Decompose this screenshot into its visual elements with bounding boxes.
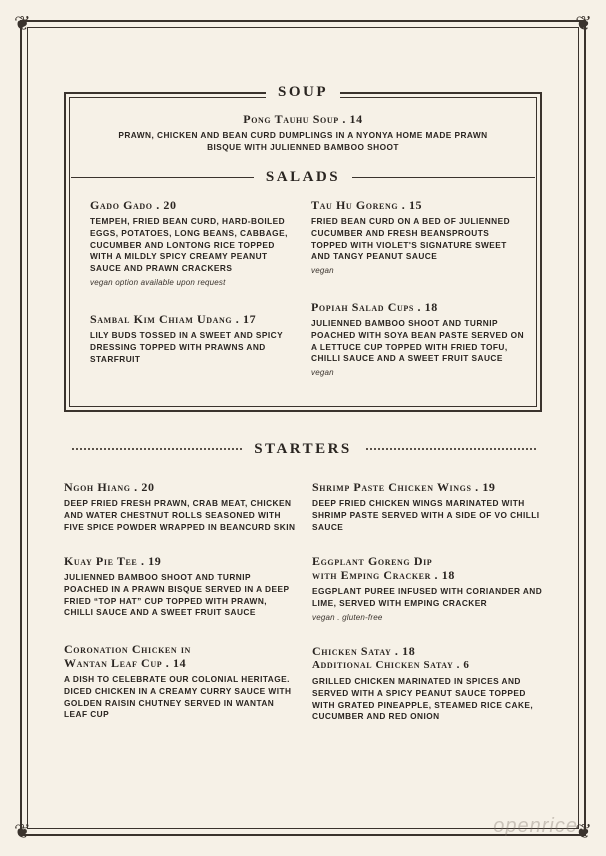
- item-name: Pong Tauhu Soup . 14: [243, 112, 363, 126]
- menu-item: [100, 112, 506, 154]
- item-desc: TEMPEH, FRIED BEAN CURD, HARD-BOILED EGGS, POTATOES, LONG BEANS, CABBAGE, CUCUMBER AND LONTONG RICE TOPPED WITH A MILDLY SPICY CREAMY PEANUT SAUCE AND PRAWN CRACKERS: [90, 216, 288, 274]
- item-name-line2: Wantan Leaf Cup . 14: [64, 656, 187, 670]
- corner-ornament-icon: ❦: [14, 821, 31, 843]
- item-name: Ngoh Hiang . 20: [64, 480, 155, 494]
- menu-item: [311, 300, 529, 377]
- item-desc: JULIENNED BAMBOO SHOOT AND TURNIP POACHED WITH SOYA BEAN PASTE SERVED ON A LETTUCE CUP TOPPED WITH FRIED TOFU, CHILLI SAUCE AND A SWEET FRUIT SAUCE: [311, 318, 525, 364]
- corner-ornament-icon: ❦: [575, 13, 592, 35]
- item-desc: DEEP FRIED CHICKEN WINGS MARINATED WITH SHRIMP PASTE SERVED WITH A SIDE OF VO CHILLI SAUCE: [312, 498, 540, 532]
- item-desc: A DISH TO CELEBRATE OUR COLONIAL HERITAGE. DICED CHICKEN IN A CREAMY CURRY SAUCE WITH GOLDEN RAISIN CHUTNEY SERVED IN WANTAN LEAF CUP: [64, 674, 292, 720]
- section-title-starters: [0, 441, 606, 458]
- item-note: vegan: [311, 368, 334, 378]
- starters-title: STARTERS: [254, 441, 352, 457]
- item-desc: PRAWN, CHICKEN AND BEAN CURD DUMPLINGS IN A NYONYA HOME MADE PRAWN BISQUE WITH JULIENNED BAMBOO SHOOT: [118, 130, 488, 152]
- item-name: Tau Hu Goreng . 15: [311, 198, 423, 212]
- item-desc: DEEP FRIED FRESH PRAWN, CRAB MEAT, CHICKEN AND WATER CHESTNUT ROLLS SEASONED WITH FIVE SPICE POWDER WRAPPED IN BEANCURD SKIN: [64, 498, 296, 532]
- section-title-salads: [0, 169, 606, 186]
- item-name: Eggplant Goreng Dip: [312, 554, 433, 568]
- menu-item: [312, 554, 544, 622]
- corner-ornament-icon: ❦: [575, 821, 592, 843]
- item-desc: EGGPLANT PUREE INFUSED WITH CORIANDER AND LIME, SERVED WITH EMPING CRACKER: [312, 586, 543, 608]
- item-name-line2: with Emping Cracker . 18: [312, 568, 455, 582]
- soup-title: SOUP: [266, 84, 340, 100]
- corner-ornament-icon: ❦: [14, 13, 31, 35]
- item-note: vegan: [311, 266, 334, 276]
- menu-item: [312, 644, 544, 723]
- watermark-logo: openrice: [493, 815, 578, 837]
- item-desc: GRILLED CHICKEN MARINATED IN SPICES AND SERVED WITH A SPICY PEANUT SAUCE TOPPED WITH GRATED PINEAPPLE, STEAMED RICE CAKE, CUCUMBER AND RED ONION: [312, 676, 534, 722]
- menu-item: [64, 642, 300, 721]
- menu-item: [64, 480, 296, 533]
- item-note: vegan . gluten-free: [312, 612, 383, 622]
- menu-item: [90, 312, 302, 365]
- menu-item: [312, 480, 544, 533]
- item-name-line2: Additional Chicken Satay . 6: [312, 659, 470, 671]
- item-name: Chicken Satay . 18: [312, 644, 416, 658]
- item-desc: JULIENNED BAMBOO SHOOT AND TURNIP POACHED IN A PRAWN BISQUE SERVED IN A DEEP FRIED “TOP HAT” CUP TOPPED WITH PRAWN, CHILLI SAUCE AND A SWEET FRUIT SAUCE: [64, 572, 290, 618]
- item-name: Gado Gado . 20: [90, 198, 177, 212]
- item-name: Sambal Kim Chiam Udang . 17: [90, 312, 257, 326]
- section-title-soup: [0, 84, 606, 101]
- item-desc: FRIED BEAN CURD ON A BED OF JULIENNED CUCUMBER AND FRESH BEANSPROUTS TOPPED WITH VIOLET'S SIGNATURE SWEET AND TANGY PEANUT SAUCE: [311, 216, 511, 262]
- menu-item: [90, 198, 296, 287]
- item-name: Coronation Chicken in: [64, 642, 191, 656]
- item-desc: LILY BUDS TOSSED IN A SWEET AND SPICY DRESSING TOPPED WITH PRAWNS AND STARFRUIT: [90, 330, 283, 364]
- salads-title: SALADS: [254, 169, 352, 185]
- item-name: Kuay Pie Tee . 19: [64, 554, 162, 568]
- menu-item: [64, 554, 296, 619]
- menu-item: [311, 198, 523, 275]
- item-name: Popiah Salad Cups . 18: [311, 300, 438, 314]
- item-name: Shrimp Paste Chicken Wings . 19: [312, 480, 496, 494]
- item-note: vegan option available upon request: [90, 277, 226, 287]
